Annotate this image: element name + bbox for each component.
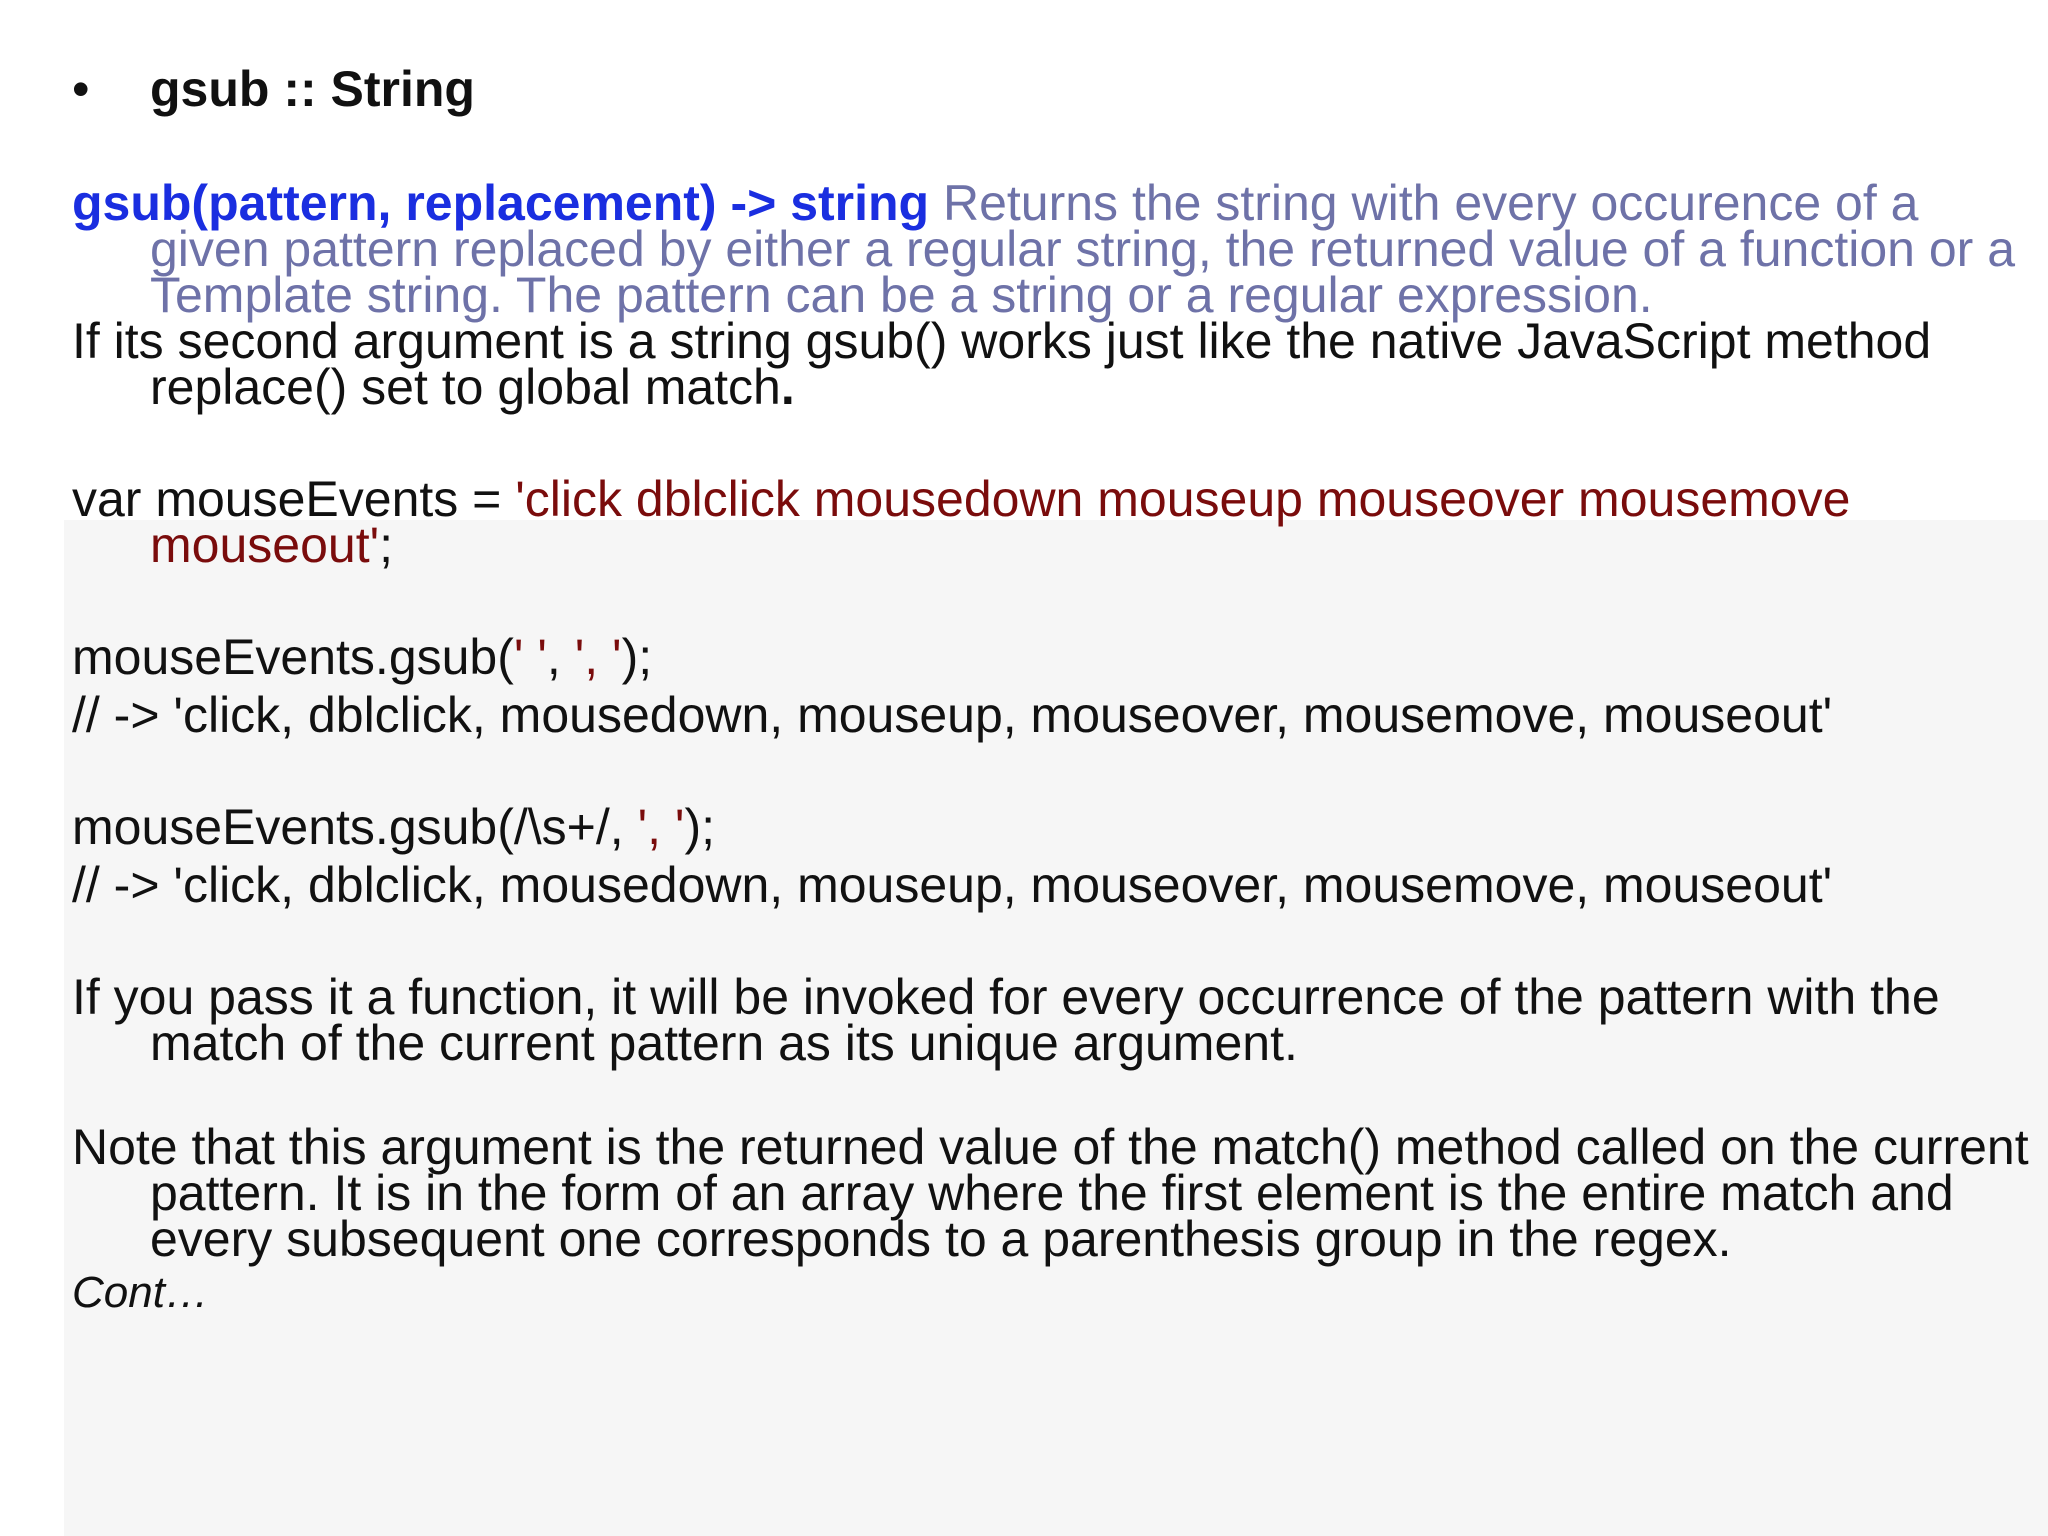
match-note-paragraph: Note that this argument is the returned value of the match() method called on the current pattern. It is in the form of an array where the first element is the entire match and every subsequent one corresponds to a parenthesis group in the regex. [72, 1119, 2029, 1267]
example2-arg2: ', ' [637, 799, 685, 855]
example1-arg1: ' ' [513, 629, 547, 685]
var-declaration-prefix: var mouseEvents = [72, 471, 516, 527]
method-signature: gsub(pattern, replacement) -> string [72, 175, 930, 231]
example1-result: // -> 'click, dblclick, mousedown, mouseup, mouseover, mousemove, mouseout' [72, 687, 1833, 743]
heading-title: gsub :: String [150, 61, 475, 117]
example2-call-suffix: ); [684, 799, 715, 855]
bullet-icon: • [72, 61, 90, 117]
function-note-paragraph: If you pass it a function, it will be invoked for every occurrence of the pattern with the match of the current pattern as its unique argument. [72, 969, 1940, 1071]
example2-call [72, 799, 2032, 855]
second-argument-text: If its second argument is a string gsub() works just like the native JavaScript method replace() set to global match [72, 313, 1932, 415]
example1-call-suffix: ); [621, 629, 653, 685]
heading-row [72, 61, 2032, 117]
var-declaration [72, 471, 2032, 573]
example1-call [72, 629, 2032, 685]
var-declaration-suffix: ; [379, 517, 394, 573]
second-argument-paragraph [72, 313, 2032, 415]
example2-call-prefix: mouseEvents.gsub(/\s+/, [72, 799, 638, 855]
second-argument-period: . [780, 359, 795, 415]
example1-separator: , [546, 629, 575, 685]
slide-content [72, 61, 2032, 1318]
example1-call-prefix: mouseEvents.gsub( [72, 629, 514, 685]
example2-result: // -> 'click, dblclick, mousedown, mouseup, mouseover, mousemove, mouseout' [72, 857, 1833, 913]
method-description: Returns the string with every occurence of a given pattern replaced by either a regular string, the returned value of a function or a Template string. The pattern can be a string or a regular expression. [150, 175, 2016, 323]
example1-arg2: ', ' [574, 629, 622, 685]
continued-label: Cont… [72, 1268, 209, 1317]
var-declaration-value: 'click dblclick mousedown mouseup mouseover mousemove mouseout' [150, 471, 1851, 573]
signature-paragraph [72, 175, 2032, 323]
